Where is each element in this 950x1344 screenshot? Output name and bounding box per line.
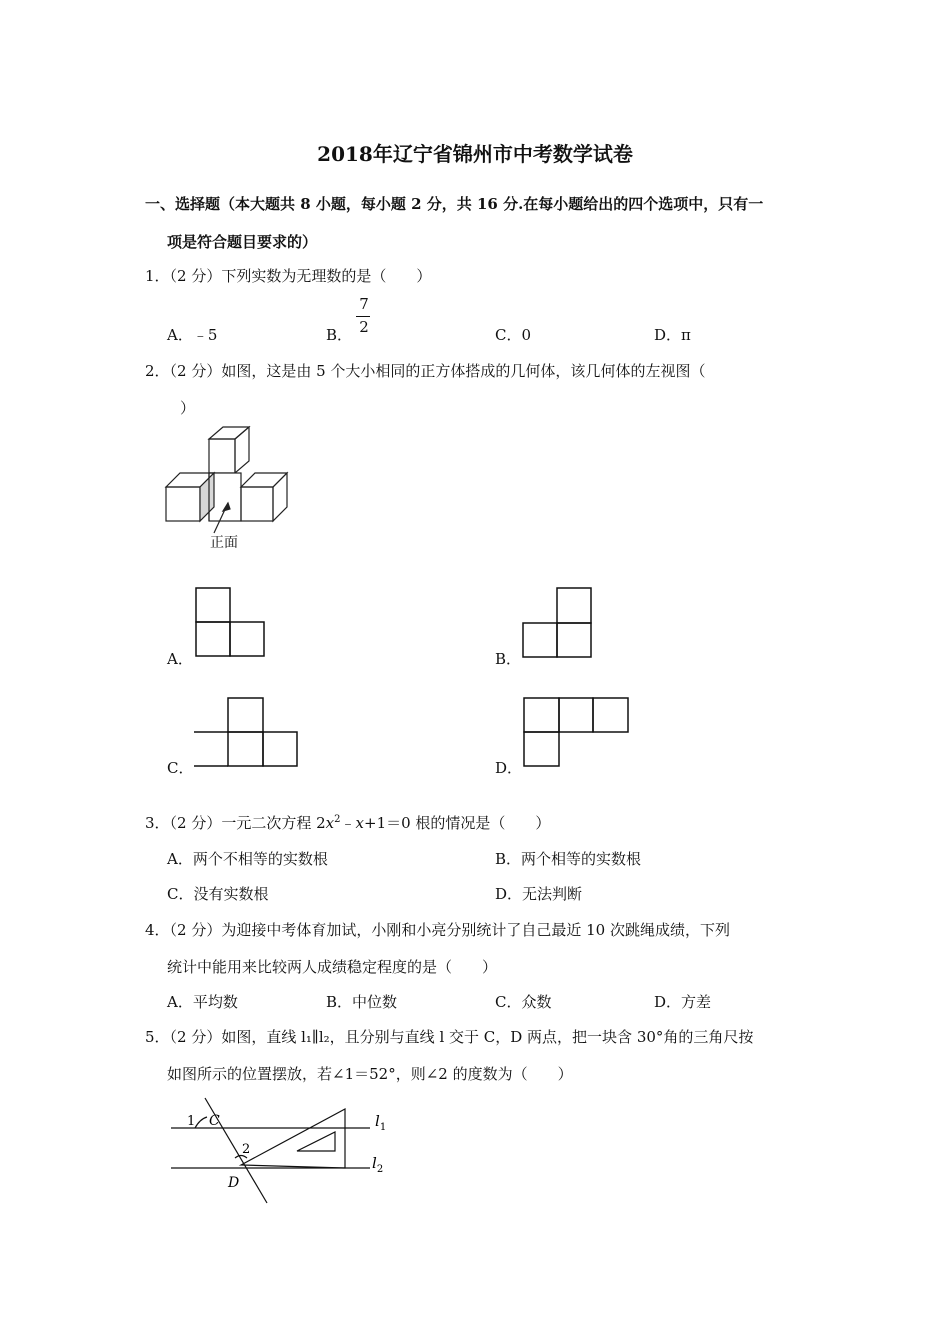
q1-option-c: C．0 <box>495 326 532 344</box>
q4-option-a: A．平均数 <box>167 993 238 1011</box>
q2-option-d: D． <box>495 759 523 777</box>
q3-stem-pre: 3．（2 分）一元二次方程 2 <box>145 814 326 832</box>
q5-label-l2-sub: 2 <box>376 1164 384 1175</box>
q1-option-b-fraction-bar <box>356 316 370 317</box>
q3-option-d: D．无法判断 <box>495 885 583 903</box>
q3-option-c: C．没有实数根 <box>167 885 269 903</box>
q1-option-b-numerator: 7 <box>359 295 369 313</box>
q2-figure-label: 正面 <box>210 535 238 551</box>
q3-stem-x: x <box>325 814 335 832</box>
q5-label-l2 <box>372 1154 383 1175</box>
q5-stem-line1: 5．（2 分）如图，直线 l₁∥l₂，且分别与直线 l 交于 C，D 两点，把一块含 30°角的三角尺按 <box>145 1028 754 1046</box>
q5-label-1: 1 <box>187 1114 196 1129</box>
q2-option-c: C． <box>167 759 194 777</box>
section-header-line1: 一、选择题（本大题共 8 小题，每小题 2 分，共 16 分.在每小题给出的四个选项中，只有一 <box>145 195 764 213</box>
q3-stem <box>145 812 550 833</box>
q3-option-a: A．两个不相等的实数根 <box>167 850 328 868</box>
q3-stem-x2: x <box>355 814 364 832</box>
q2-option-d-figure <box>521 696 633 770</box>
q5-label-l1-l: l <box>375 1112 380 1130</box>
q1-option-b-denominator: 2 <box>359 318 369 336</box>
q4-option-d: D．方差 <box>654 993 712 1011</box>
q4-stem-line1: 4．（2 分）为迎接中考体育加试，小刚和小亮分别统计了自己最近 10 次跳绳成绩，下列 <box>145 921 730 939</box>
q2-option-c-figure <box>192 696 302 770</box>
q3-option-b: B．两个相等的实数根 <box>495 850 642 868</box>
q2-option-b: B． <box>495 650 522 668</box>
q5-label-d: D <box>228 1175 240 1191</box>
q4-option-b: B．中位数 <box>326 993 398 1011</box>
q2-option-b-figure <box>520 586 596 662</box>
q4-option-c: C．众数 <box>495 993 552 1011</box>
q3-stem-post: +1＝0 根的情况是（ ） <box>364 814 551 832</box>
q5-label-l1 <box>375 1112 386 1133</box>
q1-stem: 1．（2 分）下列实数为无理数的是（ ） <box>145 267 432 285</box>
q1-option-d: D．π <box>654 326 691 344</box>
q3-stem-mid: ﹣ <box>340 814 356 832</box>
q1-option-a: A．﹣5 <box>167 326 218 344</box>
q1-option-b-prefix: B． <box>326 326 353 344</box>
q5-label-c: C <box>209 1113 220 1129</box>
q5-label-l1-sub: 1 <box>379 1122 387 1133</box>
section-header-line2: 项是符合题目要求的） <box>167 233 318 251</box>
q2-stem-line1: 2．（2 分）如图，这是由 5 个大小相同的正方体搭成的几何体，该几何体的左视图（ <box>145 362 706 380</box>
q5-angle1-arc <box>195 1117 207 1128</box>
q2-option-a-figure <box>194 586 268 660</box>
q5-label-l2-l: l <box>372 1154 377 1172</box>
q5-label-2: 2 <box>242 1142 251 1157</box>
q2-option-a: A． <box>167 650 193 668</box>
q3-stem-sup: 2 <box>334 814 341 825</box>
q2-stem-line2: ） <box>180 399 196 417</box>
q5-triangle-ruler <box>241 1109 345 1168</box>
q5-stem-line2: 如图所示的位置摆放，若∠1＝52°，则∠2 的度数为（ ） <box>167 1065 573 1083</box>
q5-triangle-hole <box>297 1132 335 1151</box>
q5-geometry-figure <box>165 1095 405 1210</box>
page-title: 2018年辽宁省锦州市中考数学试卷 <box>317 142 633 166</box>
q4-stem-line2: 统计中能用来比较两人成绩稳定程度的是（ ） <box>167 958 498 976</box>
